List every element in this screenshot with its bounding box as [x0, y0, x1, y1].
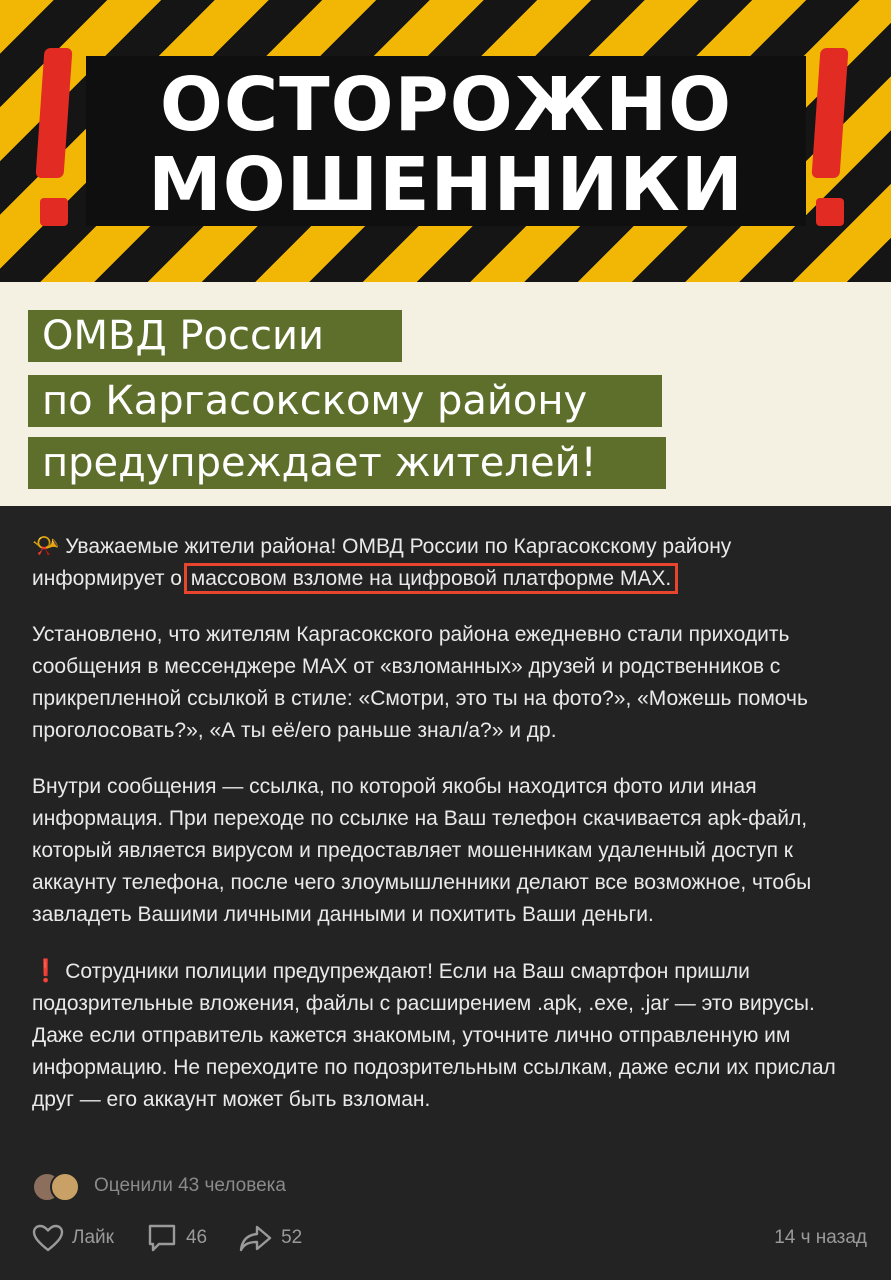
share-icon [239, 1223, 273, 1253]
comment-icon [146, 1223, 178, 1253]
post-paragraph-4-text: Сотрудники полиции предупреждают! Если на Ваш смартфон пришли подозрительные вложения, файлы с расширением .apk, .exe, .jar — это вирусы. Даже если отправитель кажется знакомым, уточните лично отправленную им информацию. Не переходите по подозрительным ссылкам, даже если их прислал друг — его аккаунт может быть взломан. [32, 960, 836, 1111]
post-timestamp: 14 ч назад [774, 1227, 867, 1248]
post-paragraph-3: Внутри сообщения — ссылка, по которой якобы находится фото или иная информация. При переходе по ссылке на Ваш телефон скачивается apk-файл, который является вирусом и предоставляет мошенникам удаленный доступ к аккаунту телефона, после чего злоумышленники делают все возможное, чтобы завладеть Вашими личными данными и похитить Ваши деньги. [32, 775, 812, 926]
omvd-label-line-3: предупреждает жителей! [28, 437, 666, 489]
banner-title-line-2: МОШЕННИКИ [148, 142, 744, 228]
comment-button[interactable] [146, 1223, 207, 1253]
omvd-label-line-1: ОМВД России [28, 310, 402, 362]
banner-title-line-1: ОСТОРОЖНО [159, 62, 733, 148]
exclamation-icon [32, 48, 76, 238]
post-paragraph-4 [32, 955, 867, 1116]
avatar-stack [32, 1172, 80, 1200]
avatar [50, 1172, 80, 1202]
like-label: Лайк [72, 1227, 114, 1248]
exclamation-icon [808, 48, 852, 238]
rated-row[interactable] [32, 1170, 286, 1202]
share-button[interactable] [239, 1223, 302, 1253]
exclamation-icon: ❗ [32, 958, 60, 983]
warning-banner [0, 0, 891, 282]
heart-icon [32, 1224, 64, 1252]
post-actions [32, 1220, 867, 1256]
post-paragraph-1-text: Уважаемые жители района! ОМВД России по Каргасокскому району информирует о [32, 535, 732, 590]
post-paragraph-1 [32, 530, 867, 595]
highlighted-text: массовом взломе на цифровой платформе MAX. [188, 567, 674, 590]
comment-count: 46 [185, 1227, 208, 1248]
share-count: 52 [281, 1227, 303, 1248]
rated-text: Оценили 43 человека [94, 1175, 286, 1196]
post-text [32, 530, 867, 1140]
post-paragraph-2: Установлено, что жителям Каргасокского района ежедневно стали приходить сообщения в мессенджере MAX от «взломанных» друзей и родственников с прикрепленной ссылкой в стиле: «Смотри, это ты на фото?», «Можешь помочь проголосовать?», «А ты её/его раньше знал/а?» и др. [32, 623, 808, 742]
like-button[interactable] [32, 1224, 114, 1252]
omvd-info-block [0, 282, 891, 506]
omvd-label-line-2: по Каргасокскому району [28, 375, 662, 427]
megaphone-icon: 📯 [32, 533, 60, 558]
banner-title-box [86, 56, 806, 226]
